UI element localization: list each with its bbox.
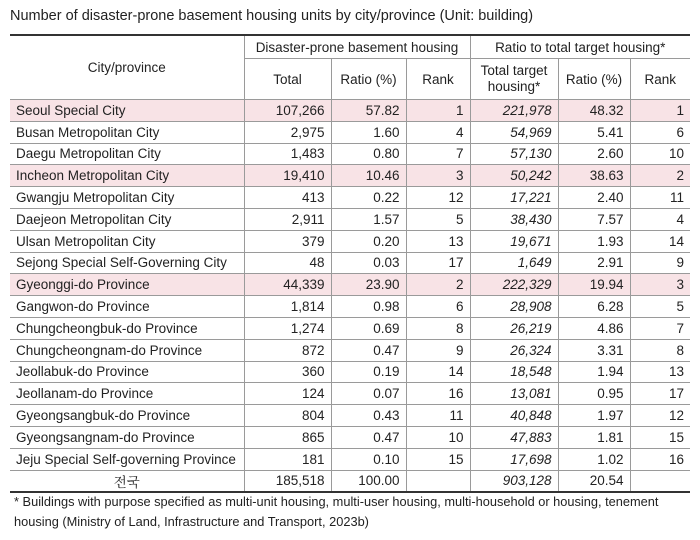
total-cell-ratio: 100.00 [331, 470, 406, 492]
cell-rank-2: 14 [630, 230, 690, 252]
table-row [10, 274, 690, 296]
cell-total: 1,814 [244, 296, 331, 318]
cell-ratio: 1.60 [331, 121, 406, 143]
cell-ratio-2: 1.81 [558, 426, 630, 448]
table-row [10, 121, 690, 143]
cell-target: 47,883 [470, 426, 558, 448]
table-row [10, 230, 690, 252]
cell-rank: 16 [406, 383, 470, 405]
cell-rank-2: 11 [630, 187, 690, 209]
total-cell-rank [406, 470, 470, 492]
cell-total: 379 [244, 230, 331, 252]
cell-ratio: 0.10 [331, 448, 406, 470]
total-cell-rank-2 [630, 470, 690, 492]
cell-rank: 3 [406, 165, 470, 187]
cell-rank: 8 [406, 317, 470, 339]
cell-total: 107,266 [244, 100, 331, 122]
table-row [10, 100, 690, 122]
cell-rank-2: 3 [630, 274, 690, 296]
cell-city: Jeollabuk-do Province [10, 361, 244, 383]
cell-rank: 2 [406, 274, 470, 296]
cell-target: 13,081 [470, 383, 558, 405]
cell-rank: 17 [406, 252, 470, 274]
table-row [10, 317, 690, 339]
cell-target: 17,221 [470, 187, 558, 209]
cell-total: 19,410 [244, 165, 331, 187]
cell-ratio-2: 2.60 [558, 143, 630, 165]
cell-rank: 14 [406, 361, 470, 383]
cell-target: 17,698 [470, 448, 558, 470]
cell-target: 40,848 [470, 405, 558, 427]
header-city: City/province [10, 35, 244, 100]
cell-ratio-2: 5.41 [558, 121, 630, 143]
cell-ratio-2: 38.63 [558, 165, 630, 187]
cell-target: 57,130 [470, 143, 558, 165]
cell-total: 1,274 [244, 317, 331, 339]
cell-rank-2: 9 [630, 252, 690, 274]
cell-rank: 6 [406, 296, 470, 318]
total-cell-city: 전국 [10, 470, 244, 492]
cell-rank-2: 10 [630, 143, 690, 165]
table-row [10, 426, 690, 448]
cell-ratio: 0.07 [331, 383, 406, 405]
cell-city: Seoul Special City [10, 100, 244, 122]
cell-rank: 10 [406, 426, 470, 448]
cell-city: Gyeongsangnam-do Province [10, 426, 244, 448]
cell-ratio: 0.69 [331, 317, 406, 339]
total-cell-target: 903,128 [470, 470, 558, 492]
footnote: * Buildings with purpose specified as multi-unit housing, multi-user housing, multi-household or housing, tenement housing (Ministry of Land, Infrastructure and Transport, 2023b) [14, 494, 659, 529]
cell-rank: 7 [406, 143, 470, 165]
cell-city: Incheon Metropolitan City [10, 165, 244, 187]
cell-rank: 15 [406, 448, 470, 470]
table-row [10, 383, 690, 405]
cell-total: 1,483 [244, 143, 331, 165]
cell-ratio: 23.90 [331, 274, 406, 296]
cell-city: Jeollanam-do Province [10, 383, 244, 405]
cell-rank: 13 [406, 230, 470, 252]
cell-target: 1,649 [470, 252, 558, 274]
cell-rank-2: 15 [630, 426, 690, 448]
header-ratio-2: Ratio (%) [558, 59, 630, 100]
cell-total: 865 [244, 426, 331, 448]
cell-rank: 1 [406, 100, 470, 122]
cell-total: 2,911 [244, 208, 331, 230]
cell-total: 181 [244, 448, 331, 470]
header-rank-2: Rank [630, 59, 690, 100]
cell-rank-2: 6 [630, 121, 690, 143]
cell-ratio: 0.47 [331, 339, 406, 361]
cell-rank: 9 [406, 339, 470, 361]
cell-city: Gyeonggi-do Province [10, 274, 244, 296]
cell-ratio-2: 3.31 [558, 339, 630, 361]
cell-rank: 12 [406, 187, 470, 209]
cell-ratio: 57.82 [331, 100, 406, 122]
cell-target: 221,978 [470, 100, 558, 122]
cell-city: Daejeon Metropolitan City [10, 208, 244, 230]
total-cell-ratio-2: 20.54 [558, 470, 630, 492]
cell-ratio-2: 19.94 [558, 274, 630, 296]
cell-city: Chungcheongbuk-do Province [10, 317, 244, 339]
table-total-row [10, 470, 690, 492]
table-row [10, 448, 690, 470]
table-row [10, 252, 690, 274]
cell-ratio-2: 2.91 [558, 252, 630, 274]
cell-ratio: 0.22 [331, 187, 406, 209]
cell-city: Ulsan Metropolitan City [10, 230, 244, 252]
cell-city: Daegu Metropolitan City [10, 143, 244, 165]
cell-rank-2: 8 [630, 339, 690, 361]
cell-city: Gangwon-do Province [10, 296, 244, 318]
cell-ratio-2: 6.28 [558, 296, 630, 318]
cell-rank-2: 1 [630, 100, 690, 122]
cell-ratio: 0.80 [331, 143, 406, 165]
data-table [10, 34, 690, 493]
header-rank: Rank [406, 59, 470, 100]
cell-ratio: 0.20 [331, 230, 406, 252]
table-row [10, 361, 690, 383]
table-row [10, 339, 690, 361]
cell-ratio: 0.03 [331, 252, 406, 274]
cell-city: Busan Metropolitan City [10, 121, 244, 143]
cell-total: 2,975 [244, 121, 331, 143]
cell-ratio: 0.19 [331, 361, 406, 383]
cell-rank-2: 5 [630, 296, 690, 318]
cell-ratio: 0.98 [331, 296, 406, 318]
header-group-disaster: Disaster-prone basement housing [244, 35, 470, 59]
cell-target: 38,430 [470, 208, 558, 230]
cell-ratio-2: 1.94 [558, 361, 630, 383]
cell-rank-2: 4 [630, 208, 690, 230]
table-title: Number of disaster-prone basement housing units by city/province (Unit: building) [10, 8, 534, 24]
cell-ratio-2: 0.95 [558, 383, 630, 405]
table-row [10, 296, 690, 318]
cell-ratio: 0.43 [331, 405, 406, 427]
table-row [10, 405, 690, 427]
table-row [10, 187, 690, 209]
cell-target: 19,671 [470, 230, 558, 252]
cell-total: 413 [244, 187, 331, 209]
cell-ratio-2: 1.93 [558, 230, 630, 252]
cell-rank-2: 2 [630, 165, 690, 187]
cell-target: 26,219 [470, 317, 558, 339]
cell-rank-2: 12 [630, 405, 690, 427]
cell-ratio: 0.47 [331, 426, 406, 448]
cell-total: 872 [244, 339, 331, 361]
cell-total: 360 [244, 361, 331, 383]
cell-city: Gwangju Metropolitan City [10, 187, 244, 209]
cell-ratio-2: 48.32 [558, 100, 630, 122]
cell-rank-2: 13 [630, 361, 690, 383]
cell-rank: 11 [406, 405, 470, 427]
cell-ratio-2: 4.86 [558, 317, 630, 339]
cell-rank: 4 [406, 121, 470, 143]
cell-target: 50,242 [470, 165, 558, 187]
cell-total: 804 [244, 405, 331, 427]
cell-rank-2: 17 [630, 383, 690, 405]
cell-target: 54,969 [470, 121, 558, 143]
cell-total: 124 [244, 383, 331, 405]
cell-ratio-2: 1.97 [558, 405, 630, 427]
cell-ratio-2: 1.02 [558, 448, 630, 470]
cell-target: 222,329 [470, 274, 558, 296]
cell-city: Sejong Special Self-Governing City [10, 252, 244, 274]
cell-rank-2: 7 [630, 317, 690, 339]
cell-ratio-2: 7.57 [558, 208, 630, 230]
cell-target: 18,548 [470, 361, 558, 383]
cell-total: 48 [244, 252, 331, 274]
cell-city: Jeju Special Self-governing Province [10, 448, 244, 470]
table-row [10, 143, 690, 165]
cell-target: 28,908 [470, 296, 558, 318]
table-body [10, 100, 690, 492]
header-group-ratio: Ratio to total target housing* [470, 35, 690, 59]
cell-ratio-2: 2.40 [558, 187, 630, 209]
cell-total: 44,339 [244, 274, 331, 296]
header-target: Total target housing* [470, 59, 558, 100]
cell-ratio: 1.57 [331, 208, 406, 230]
cell-city: Chungcheongnam-do Province [10, 339, 244, 361]
total-cell-total: 185,518 [244, 470, 331, 492]
cell-target: 26,324 [470, 339, 558, 361]
cell-rank: 5 [406, 208, 470, 230]
header-total: Total [244, 59, 331, 100]
table-row [10, 165, 690, 187]
cell-ratio: 10.46 [331, 165, 406, 187]
cell-rank-2: 16 [630, 448, 690, 470]
header-ratio: Ratio (%) [331, 59, 406, 100]
cell-city: Gyeongsangbuk-do Province [10, 405, 244, 427]
table-row [10, 208, 690, 230]
